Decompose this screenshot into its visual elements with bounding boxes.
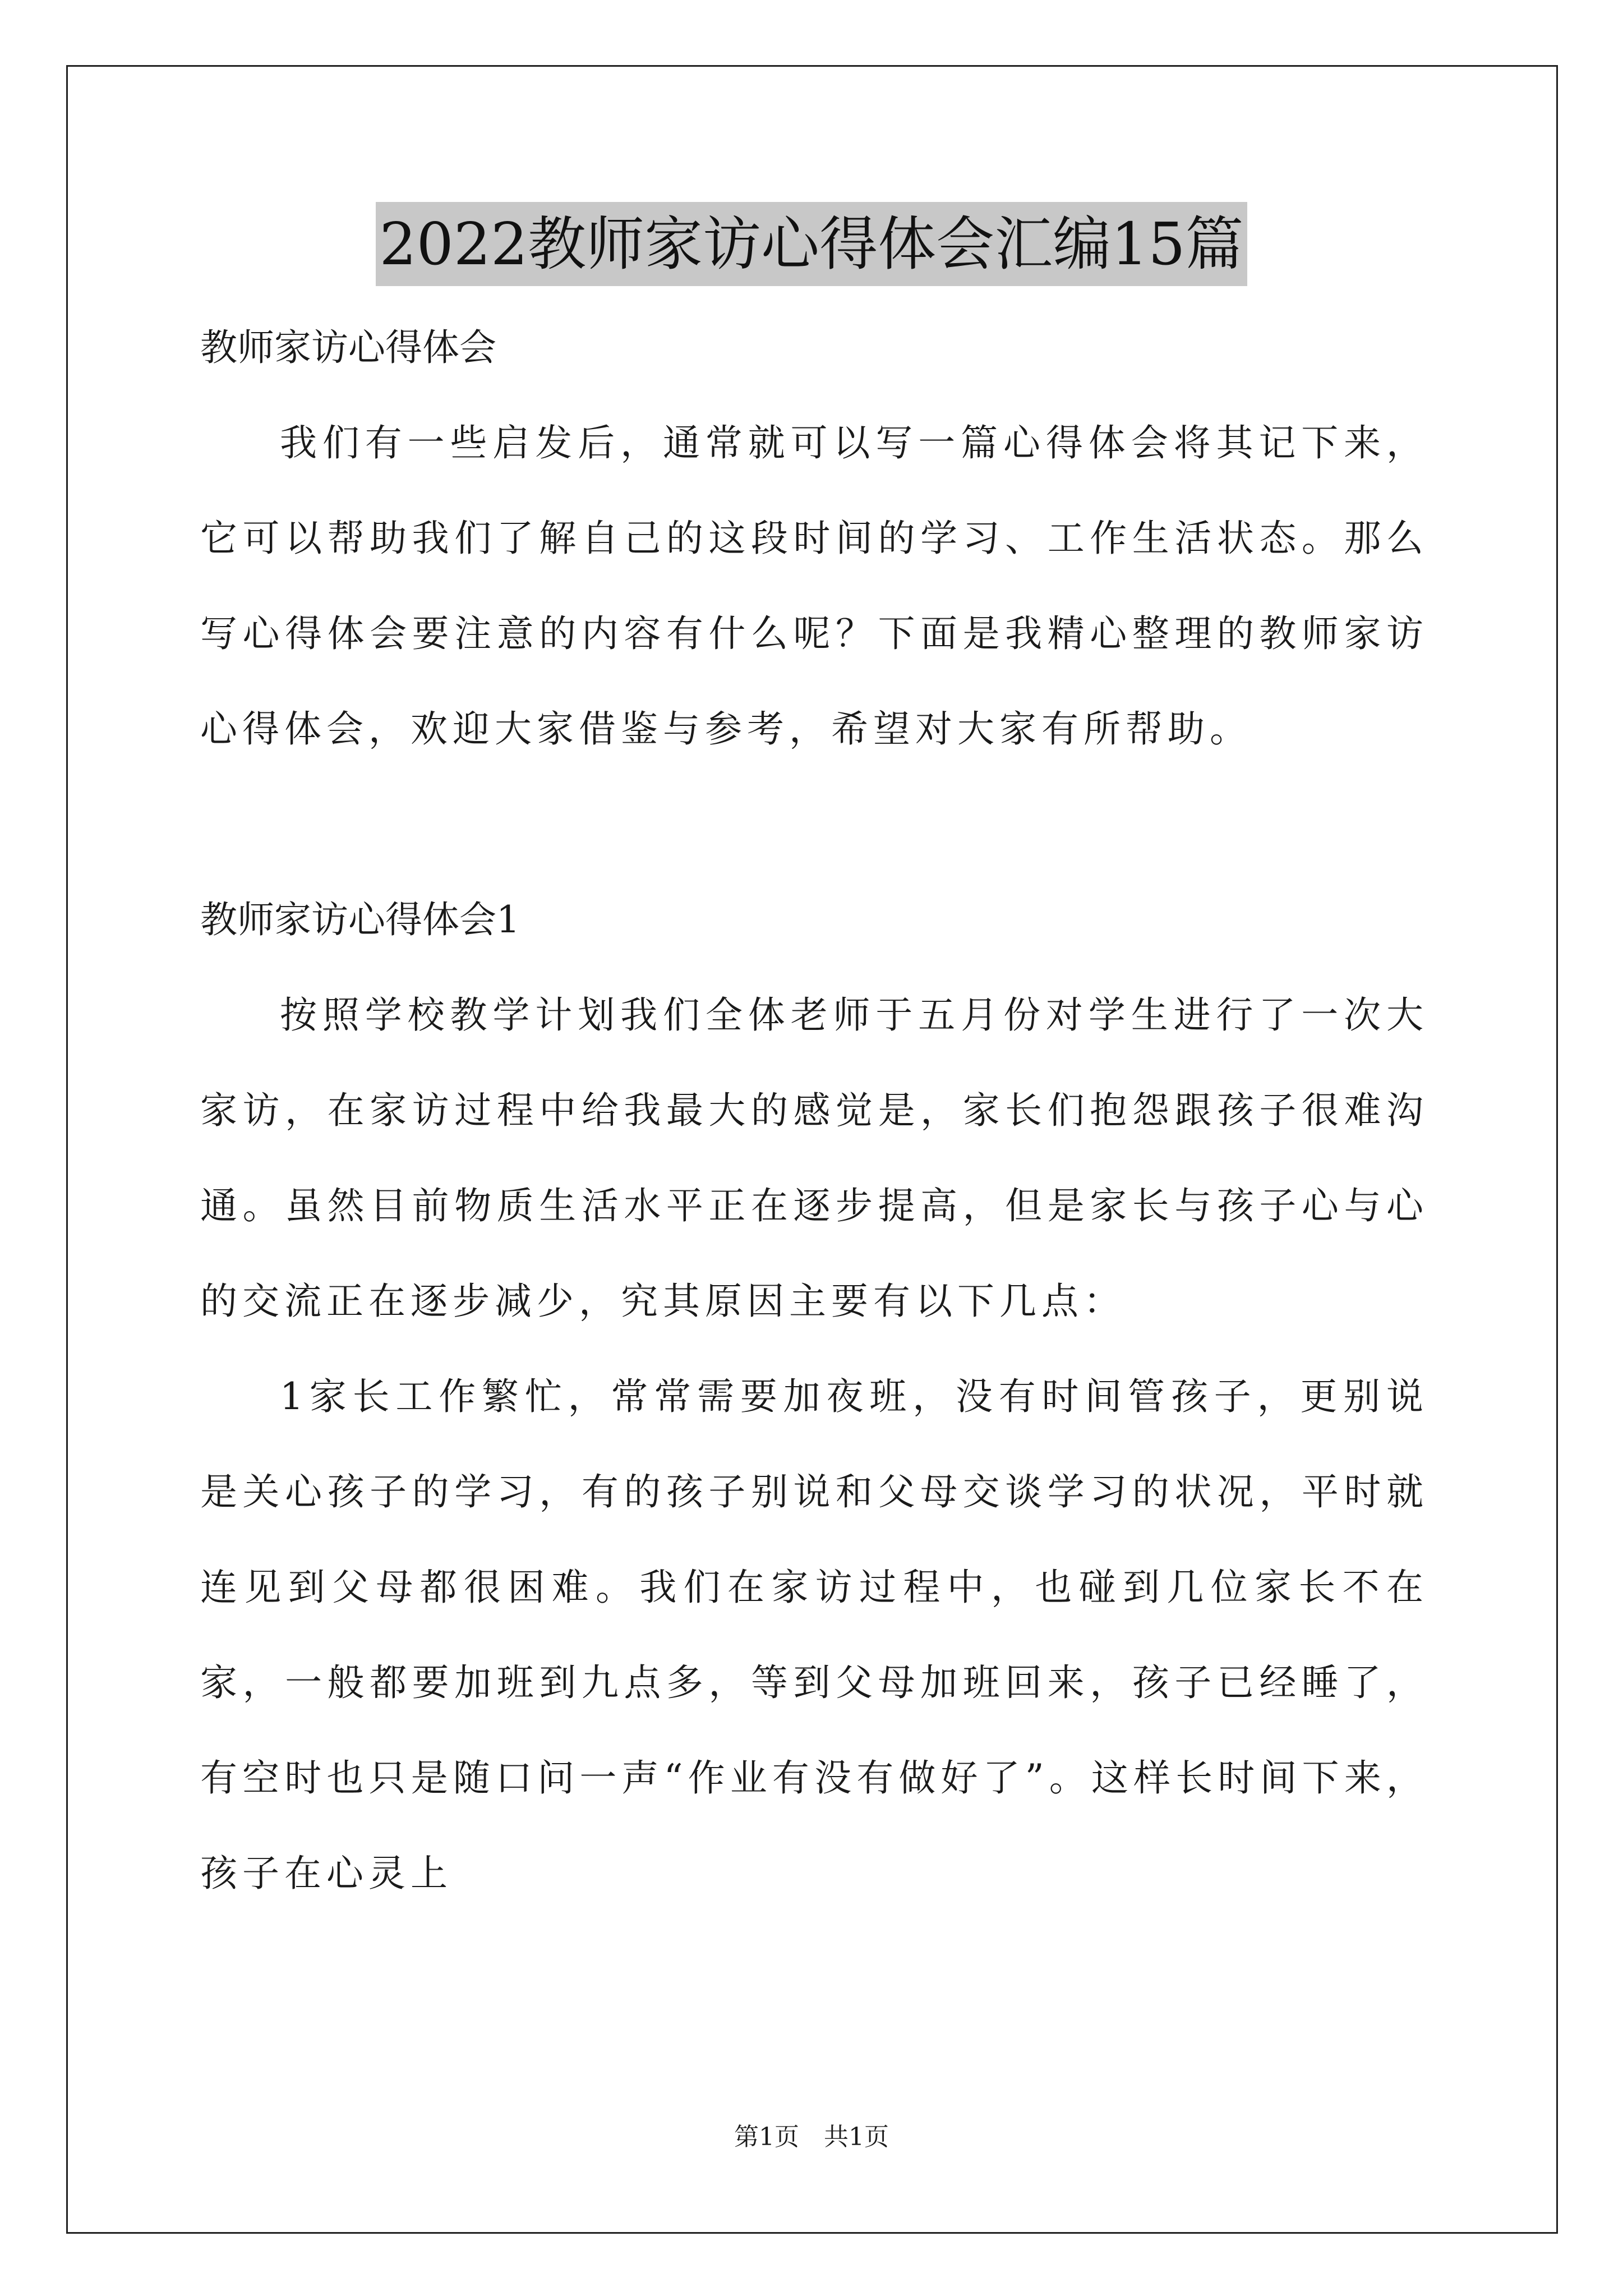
intro-paragraph: 我们有一些启发后，通常就可以写一篇心得体会将其记下来，它可以帮助我们了解自己的这段时间的学习、工作生活状态。那么写心得体会要注意的内容有什么呢？下面是我精心整理的教师家访心得体会，欢迎大家借鉴与参考，希望对大家有所帮助。 xyxy=(200,421,1428,751)
document-body xyxy=(200,300,1428,1921)
section-heading-1: 教师家访心得体会1 xyxy=(200,898,520,941)
section-spacer xyxy=(200,777,1428,872)
body-paragraph-2: 1家长工作繁忙，常常需要加夜班，没有时间管孩子，更别说是关心孩子的学习，有的孩子别说和父母交谈学习的状况，平时就连见到父母都很困难。我们在家访过程中，也碰到几位家长不在家，一般都要加班到九点多，等到父母加班回来，孩子已经睡了，有空时也只是随口问一声“作业有没有做好了”。这样长时间下来，孩子在心灵上 xyxy=(200,1375,1428,1895)
body-paragraph-1: 按照学校教学计划我们全体老师于五月份对学生进行了一次大家访，在家访过程中给我最大的感觉是，家长们抱怨跟孩子很难沟通。虽然目前物质生活水平正在逐步提高，但是家长与孩子心与心的交流正在逐步减少，究其原因主要有以下几点： xyxy=(200,993,1428,1323)
section-heading: 教师家访心得体会 xyxy=(200,326,496,369)
page-total: 共1页 xyxy=(824,2123,889,2151)
document-title: 2022教师家访心得体会汇编15篇 xyxy=(376,202,1247,286)
page-number: 第1页 xyxy=(734,2123,799,2151)
page-footer xyxy=(0,2120,1623,2154)
title-container xyxy=(0,202,1623,286)
